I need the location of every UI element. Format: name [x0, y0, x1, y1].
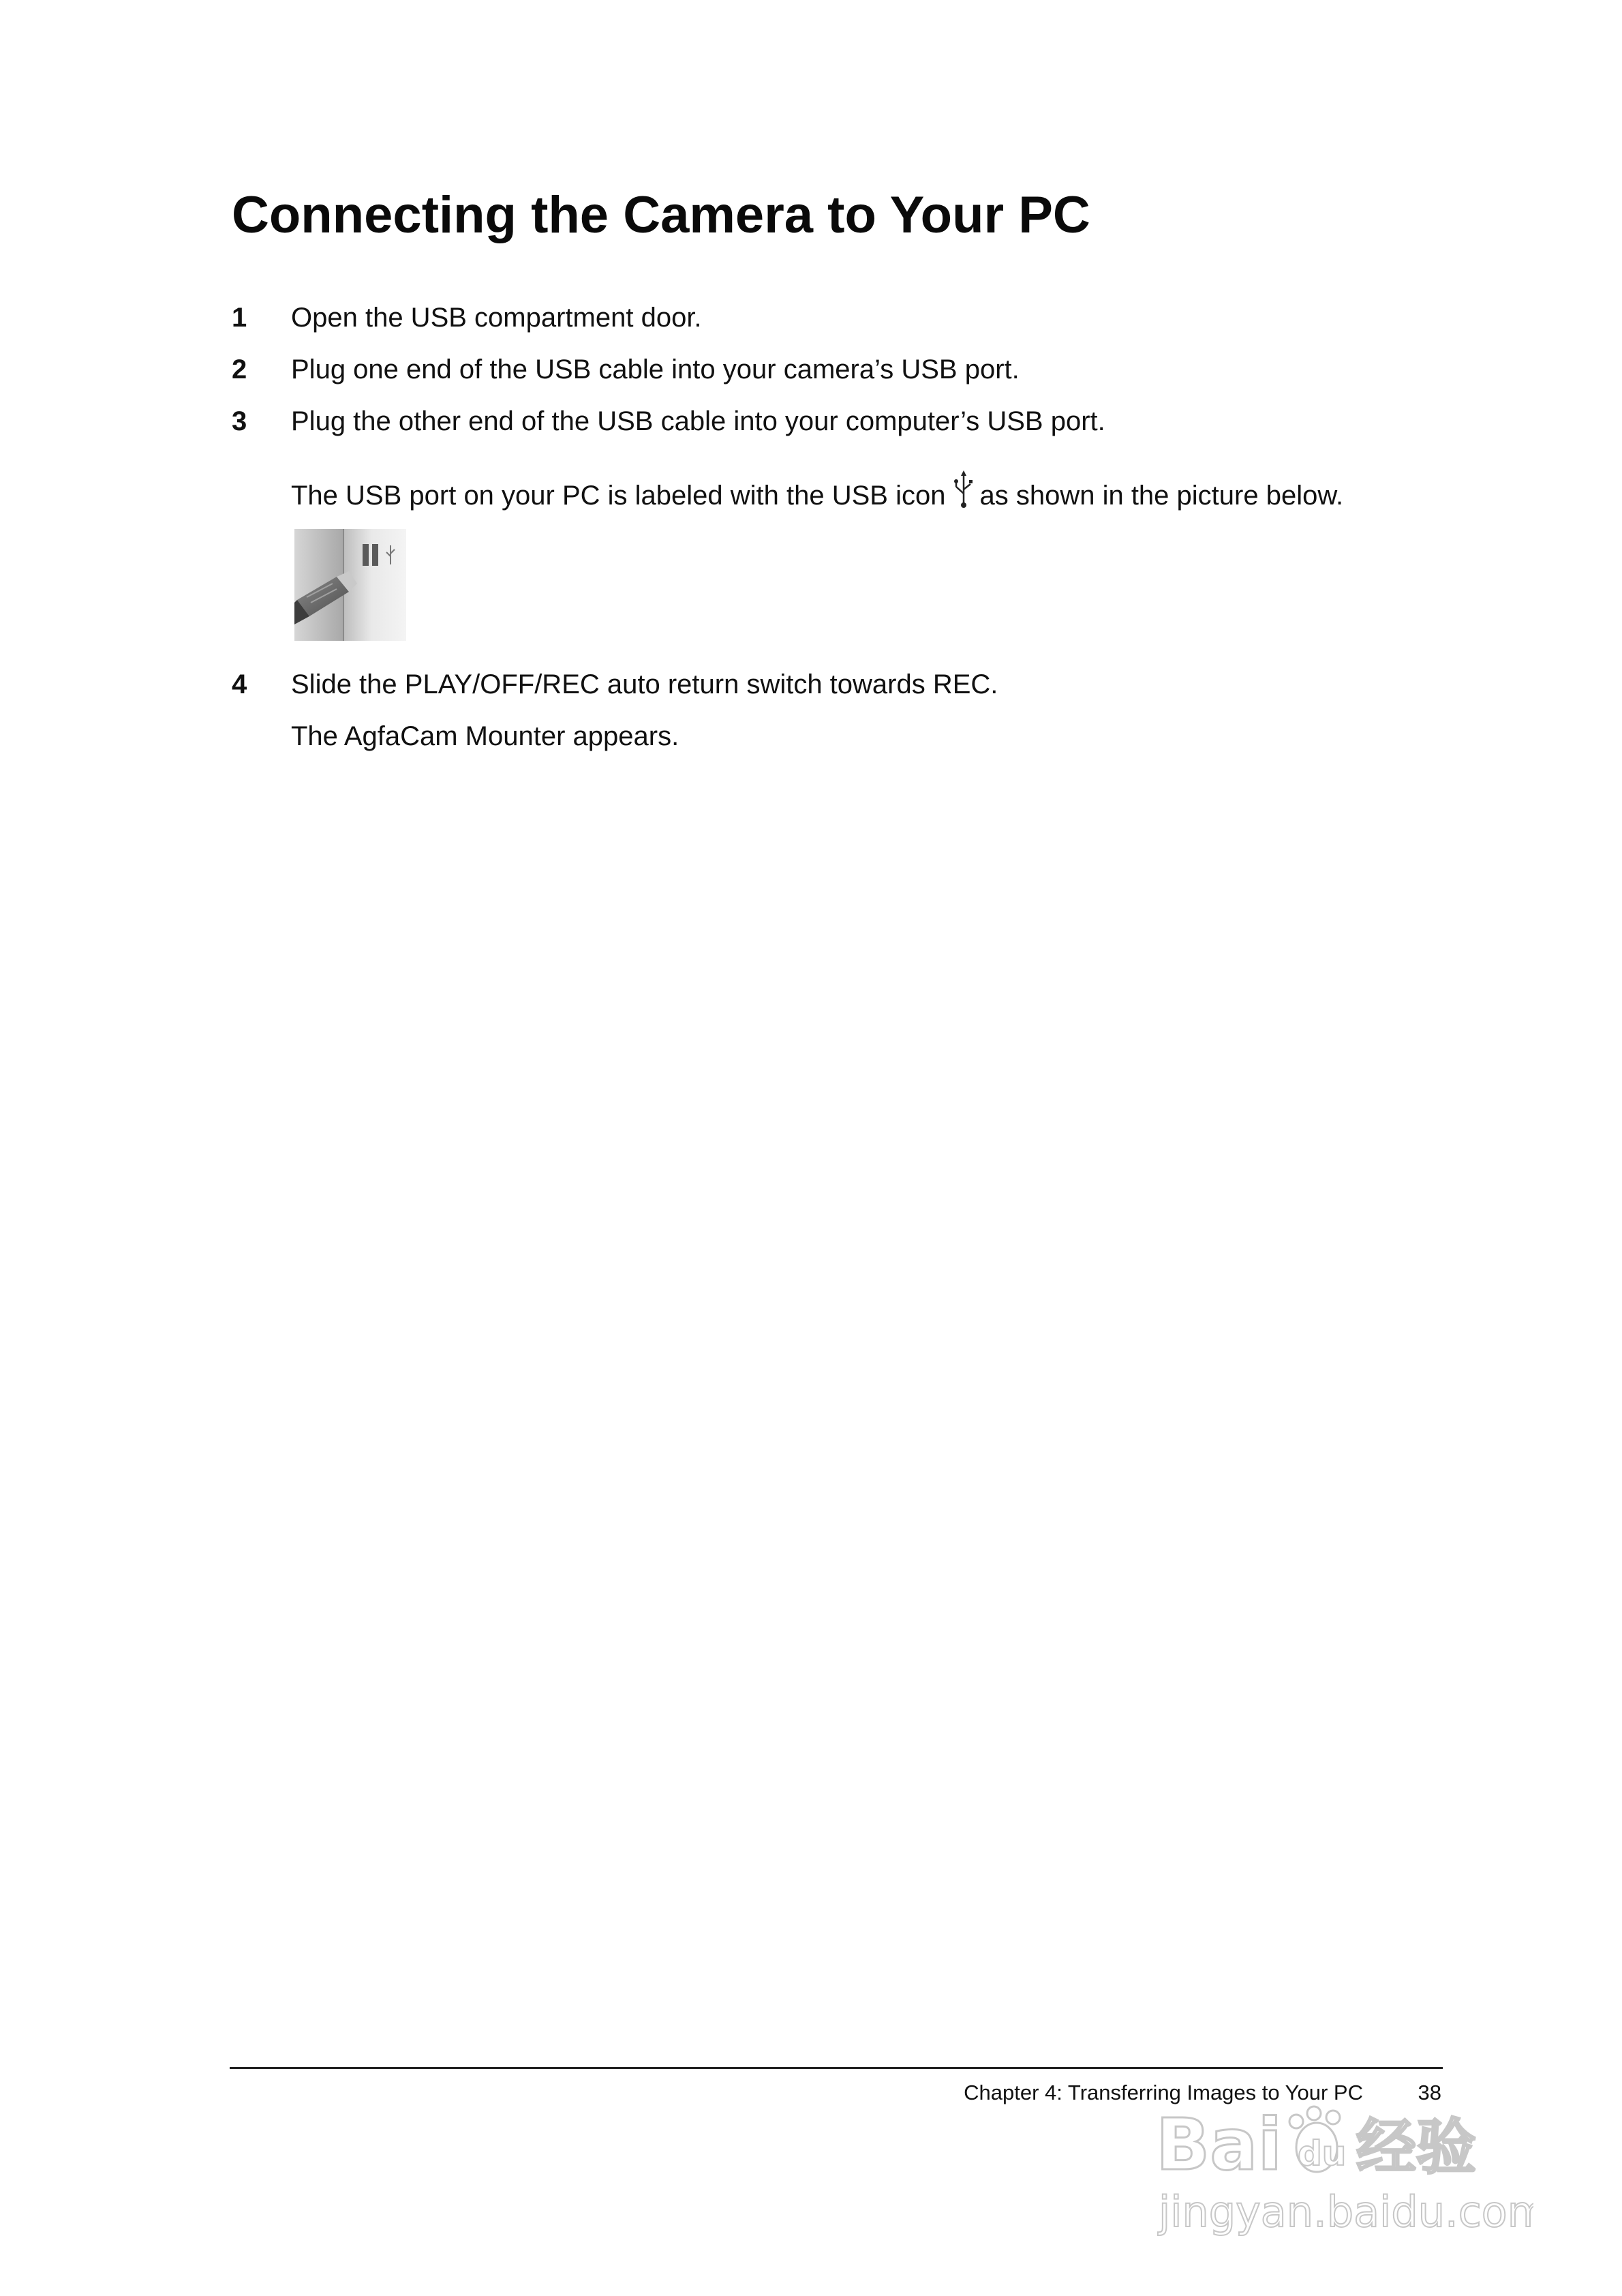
page-number: 38: [1418, 2081, 1441, 2104]
step-text: Plug the other end of the USB cable into your computer’s USB port.: [291, 406, 1105, 436]
page-title: Connecting the Camera to Your PC: [232, 186, 1090, 244]
svg-text:经验: 经验: [1356, 2112, 1477, 2182]
usb-label-text-before: The USB port on your PC is labeled with the USB icon: [291, 481, 946, 511]
usb-symbol-icon: [952, 470, 975, 509]
step-text: Open the USB compartment door.: [291, 303, 702, 333]
mounter-note: The AgfaCam Mounter appears.: [291, 721, 679, 751]
svg-text:jingyan.baidu.com: jingyan.baidu.com: [1159, 2187, 1533, 2237]
usb-port-photo: [294, 529, 406, 641]
step-number: 3: [232, 406, 247, 436]
usb-label-text-after: as shown in the picture below.: [979, 481, 1344, 511]
svg-text:Bai: Bai: [1156, 2104, 1283, 2186]
step-text: Plug one end of the USB cable into your camera’s USB port.: [291, 354, 1020, 384]
usb-label-note: [291, 470, 1343, 512]
baidu-watermark-logo: [1152, 2104, 1533, 2247]
footer-chapter-title: Chapter 4: Transferring Images to Your PC: [964, 2081, 1363, 2104]
footer-divider: [230, 2067, 1443, 2069]
step-number: 4: [232, 669, 247, 699]
step-number: 2: [232, 354, 247, 384]
step-number: 1: [232, 303, 247, 333]
svg-text:du: du: [1298, 2134, 1347, 2173]
step-text: Slide the PLAY/OFF/REC auto return switch towards REC.: [291, 669, 998, 699]
